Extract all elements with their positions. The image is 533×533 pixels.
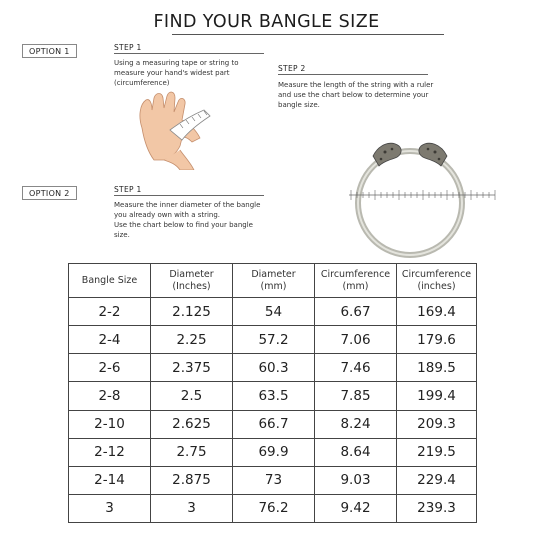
table-cell: 9.42 — [315, 494, 397, 522]
table-row — [69, 410, 477, 438]
title-underline — [172, 34, 444, 35]
option-2-step-1-text — [114, 200, 260, 240]
table-cell: 2.625 — [151, 410, 233, 438]
text-line: and use the chart below to determine your — [278, 91, 429, 99]
option-2-step-1-label: STEP 1 — [114, 185, 142, 194]
option-2-label: OPTION 2 — [22, 186, 77, 200]
table-cell: 6.67 — [315, 298, 397, 326]
option-1-label: OPTION 1 — [22, 44, 77, 58]
text-line: Measure the inner diameter of the bangle — [114, 201, 261, 209]
table-cell: 229.4 — [397, 466, 477, 494]
text-line: you already own with a string. — [114, 211, 221, 219]
option-1-step-2-label: STEP 2 — [278, 64, 306, 73]
text-line: Using a measuring tape or string to — [114, 59, 239, 67]
option-1-step-2-text — [278, 80, 433, 110]
text-line: (circumference) — [114, 79, 170, 87]
table-cell: 2-4 — [69, 326, 151, 354]
table-cell: 169.4 — [397, 298, 477, 326]
table-cell: 2.25 — [151, 326, 233, 354]
table-cell: 2-2 — [69, 298, 151, 326]
table-row — [69, 494, 477, 522]
header-bangle-size — [69, 264, 151, 298]
table-cell: 2.875 — [151, 466, 233, 494]
header-diameter-inches — [151, 264, 233, 298]
table-cell: 7.46 — [315, 354, 397, 382]
bangle-highlight — [358, 151, 462, 255]
header-circumference-inches — [397, 264, 477, 298]
table-cell: 2-8 — [69, 382, 151, 410]
table-cell: 209.3 — [397, 410, 477, 438]
header-unit: (inches) — [417, 280, 456, 292]
option-2-step-1-rule — [114, 195, 264, 196]
table-cell: 54 — [233, 298, 315, 326]
hand-measuring-illustration — [130, 90, 235, 170]
table-header-row — [69, 264, 477, 298]
text-line: measure your hand's widest part — [114, 69, 230, 77]
table-cell: 69.9 — [233, 438, 315, 466]
bangle-size-table — [68, 263, 477, 523]
table-cell: 199.4 — [397, 382, 477, 410]
table-cell: 2.125 — [151, 298, 233, 326]
text-line: Measure the length of the string with a ruler — [278, 81, 434, 89]
table-cell: 2.75 — [151, 438, 233, 466]
table-cell: 219.5 — [397, 438, 477, 466]
table-cell: 239.3 — [397, 494, 477, 522]
table-row — [69, 326, 477, 354]
option-1-step-1-label: STEP 1 — [114, 43, 142, 52]
header-text: Circumference — [401, 268, 472, 280]
text-line: Use the chart below to find your bangle — [114, 221, 253, 229]
table-cell: 66.7 — [233, 410, 315, 438]
table-cell: 7.06 — [315, 326, 397, 354]
header-diameter-mm — [233, 264, 315, 298]
bangle-right-head — [419, 143, 447, 166]
table-cell: 2-10 — [69, 410, 151, 438]
header-circumference-mm — [315, 264, 397, 298]
option-1-step-1-rule — [114, 53, 264, 54]
text-line: size. — [114, 231, 130, 239]
header-text: Circumference — [320, 268, 391, 280]
table-cell: 7.85 — [315, 382, 397, 410]
table-cell: 73 — [233, 466, 315, 494]
table-cell: 60.3 — [233, 354, 315, 382]
page-title: FIND YOUR BANGLE SIZE — [153, 12, 380, 32]
table-row — [69, 298, 477, 326]
table-cell: 2.375 — [151, 354, 233, 382]
table-cell: 9.03 — [315, 466, 397, 494]
table-row — [69, 354, 477, 382]
table-row — [69, 382, 477, 410]
bangle-ruler-illustration — [345, 128, 505, 258]
table-cell: 8.24 — [315, 410, 397, 438]
option-1-step-1-text — [114, 58, 239, 88]
bangle-left-head — [373, 143, 401, 166]
header-unit: (mm) — [260, 280, 287, 292]
table-cell: 2-12 — [69, 438, 151, 466]
table-row — [69, 438, 477, 466]
table-cell: 3 — [151, 494, 233, 522]
text-line: bangle size. — [278, 101, 320, 109]
header-text: Diameter — [169, 268, 214, 280]
table-cell: 76.2 — [233, 494, 315, 522]
table-cell: 179.6 — [397, 326, 477, 354]
header-unit: (Inches) — [172, 280, 211, 292]
table-cell: 57.2 — [233, 326, 315, 354]
table-cell: 189.5 — [397, 354, 477, 382]
table-row — [69, 466, 477, 494]
header-text: Bangle Size — [81, 274, 138, 286]
table-cell: 3 — [69, 494, 151, 522]
option-1-step-2-rule — [278, 74, 428, 75]
table-cell: 2.5 — [151, 382, 233, 410]
table-cell: 2-14 — [69, 466, 151, 494]
table-cell: 2-6 — [69, 354, 151, 382]
table-cell: 63.5 — [233, 382, 315, 410]
header-text: Diameter — [251, 268, 296, 280]
table-cell: 8.64 — [315, 438, 397, 466]
header-unit: (mm) — [342, 280, 369, 292]
